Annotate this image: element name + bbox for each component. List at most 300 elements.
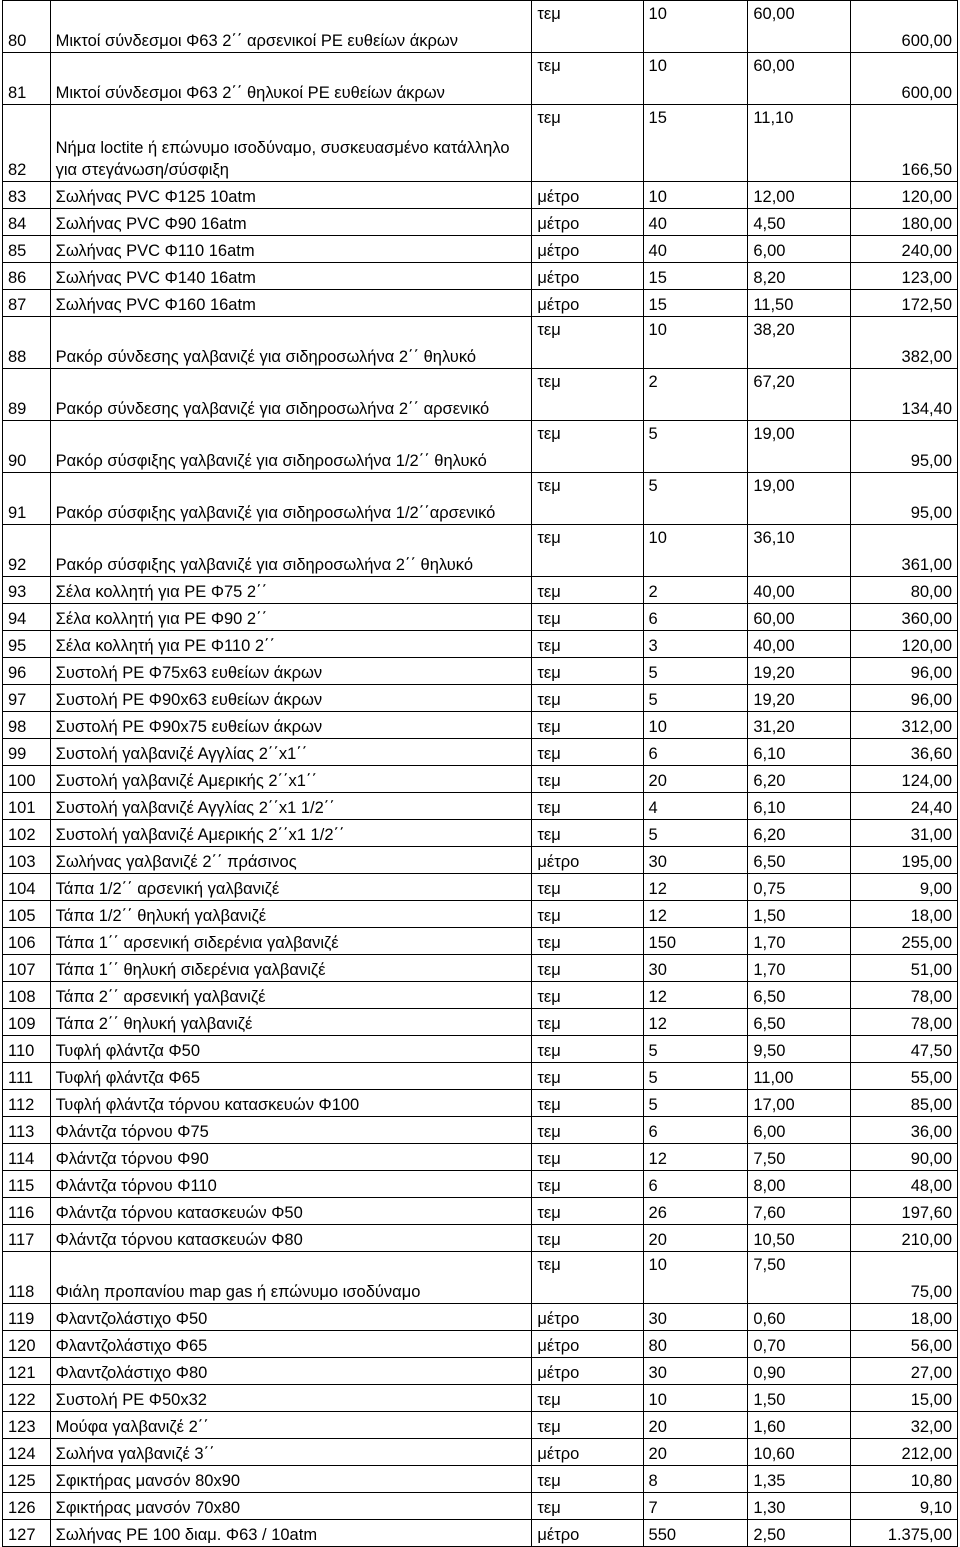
item-unit-cell: τεμ bbox=[532, 1117, 643, 1144]
table-row bbox=[3, 105, 958, 182]
item-unit-price-cell: 6,00 bbox=[748, 236, 851, 263]
item-unit-price-cell: 1,70 bbox=[748, 928, 851, 955]
item-number-cell: 87 bbox=[3, 290, 51, 317]
item-quantity-cell: 5 bbox=[643, 658, 748, 685]
item-quantity-cell: 30 bbox=[643, 955, 748, 982]
item-unit-price-cell: 0,90 bbox=[748, 1358, 851, 1385]
item-number-cell: 80 bbox=[3, 1, 51, 53]
item-unit-cell: τεμ bbox=[532, 739, 643, 766]
item-unit-price-cell: 7,50 bbox=[748, 1252, 851, 1304]
item-quantity-cell: 30 bbox=[643, 847, 748, 874]
table-row bbox=[3, 901, 958, 928]
item-description-cell: Φλάντζα τόρνου Φ90 bbox=[50, 1144, 532, 1171]
item-unit-cell: μέτρο bbox=[532, 847, 643, 874]
table-row bbox=[3, 421, 958, 473]
item-total-cell: 18,00 bbox=[851, 1304, 958, 1331]
item-unit-cell: μέτρο bbox=[532, 263, 643, 290]
table-row bbox=[3, 317, 958, 369]
item-description-cell: Σωλήνας PVC Φ110 16atm bbox=[50, 236, 532, 263]
item-unit-price-cell: 19,20 bbox=[748, 685, 851, 712]
item-number-cell: 105 bbox=[3, 901, 51, 928]
item-quantity-cell: 4 bbox=[643, 793, 748, 820]
item-quantity-cell: 15 bbox=[643, 105, 748, 182]
item-total-cell: 18,00 bbox=[851, 901, 958, 928]
item-total-cell: 240,00 bbox=[851, 236, 958, 263]
item-description-cell: Φλάντζα τόρνου κατασκευών Φ50 bbox=[50, 1198, 532, 1225]
item-unit-price-cell: 0,60 bbox=[748, 1304, 851, 1331]
item-description-cell: Σέλα κολλητή για ΡΕ Φ75 2΄΄ bbox=[50, 577, 532, 604]
item-total-cell: 9,00 bbox=[851, 874, 958, 901]
table-row bbox=[3, 847, 958, 874]
item-unit-cell: τεμ bbox=[532, 793, 643, 820]
table-row bbox=[3, 1252, 958, 1304]
item-total-cell: 27,00 bbox=[851, 1358, 958, 1385]
item-quantity-cell: 5 bbox=[643, 1036, 748, 1063]
item-description-cell: Φιάλη προπανίου map gas ή επώνυμο ισοδύναμο bbox=[50, 1252, 532, 1304]
item-quantity-cell: 10 bbox=[643, 712, 748, 739]
item-number-cell: 95 bbox=[3, 631, 51, 658]
item-quantity-cell: 10 bbox=[643, 182, 748, 209]
item-unit-cell: τεμ bbox=[532, 820, 643, 847]
item-description-cell: Τάπα 1΄΄ θηλυκή σιδερένια γαλβανιζέ bbox=[50, 955, 532, 982]
item-unit-cell: τεμ bbox=[532, 604, 643, 631]
item-number-cell: 115 bbox=[3, 1171, 51, 1198]
item-description-cell: Φλαντζολάστιχο Φ65 bbox=[50, 1331, 532, 1358]
item-total-cell: 78,00 bbox=[851, 982, 958, 1009]
item-description-cell: Συστολή γαλβανιζέ Αμερικής 2΄΄x1 1/2΄΄ bbox=[50, 820, 532, 847]
item-description-cell: Μούφα γαλβανιζέ 2΄΄ bbox=[50, 1412, 532, 1439]
item-number-cell: 116 bbox=[3, 1198, 51, 1225]
item-description-cell: Φλαντζολάστιχο Φ80 bbox=[50, 1358, 532, 1385]
item-total-cell: 55,00 bbox=[851, 1063, 958, 1090]
table-row bbox=[3, 604, 958, 631]
table-row bbox=[3, 820, 958, 847]
item-unit-cell: τεμ bbox=[532, 1036, 643, 1063]
item-total-cell: 134,40 bbox=[851, 369, 958, 421]
item-unit-price-cell: 1,70 bbox=[748, 955, 851, 982]
item-unit-price-cell: 40,00 bbox=[748, 631, 851, 658]
item-description-cell: Ρακόρ σύσφιξης γαλβανιζέ για σιδηροσωλήνα 2΄΄ θηλυκό bbox=[50, 525, 532, 577]
table-row bbox=[3, 1412, 958, 1439]
item-quantity-cell: 10 bbox=[643, 1252, 748, 1304]
item-total-cell: 32,00 bbox=[851, 1412, 958, 1439]
item-unit-price-cell: 9,50 bbox=[748, 1036, 851, 1063]
item-description-cell: Σωλήνας ΡΕ 100 διαμ. Φ63 / 10atm bbox=[50, 1520, 532, 1547]
item-unit-cell: μέτρο bbox=[532, 1439, 643, 1466]
item-quantity-cell: 26 bbox=[643, 1198, 748, 1225]
item-total-cell: 96,00 bbox=[851, 685, 958, 712]
item-unit-price-cell: 6,10 bbox=[748, 739, 851, 766]
table-row bbox=[3, 182, 958, 209]
item-unit-price-cell: 8,00 bbox=[748, 1171, 851, 1198]
item-unit-price-cell: 4,50 bbox=[748, 209, 851, 236]
item-total-cell: 47,50 bbox=[851, 1036, 958, 1063]
item-unit-cell: τεμ bbox=[532, 955, 643, 982]
item-number-cell: 91 bbox=[3, 473, 51, 525]
item-unit-price-cell: 7,50 bbox=[748, 1144, 851, 1171]
item-quantity-cell: 5 bbox=[643, 1063, 748, 1090]
item-quantity-cell: 12 bbox=[643, 901, 748, 928]
item-unit-price-cell: 0,70 bbox=[748, 1331, 851, 1358]
item-total-cell: 78,00 bbox=[851, 1009, 958, 1036]
item-description-cell: Τάπα 1/2΄΄ θηλυκή γαλβανιζέ bbox=[50, 901, 532, 928]
item-quantity-cell: 40 bbox=[643, 236, 748, 263]
item-quantity-cell: 12 bbox=[643, 982, 748, 1009]
item-description-cell: Σωλήνας PVC Φ90 16atm bbox=[50, 209, 532, 236]
item-unit-cell: τεμ bbox=[532, 928, 643, 955]
item-unit-price-cell: 6,50 bbox=[748, 982, 851, 1009]
item-unit-price-cell: 0,75 bbox=[748, 874, 851, 901]
item-unit-price-cell: 31,20 bbox=[748, 712, 851, 739]
item-total-cell: 10,80 bbox=[851, 1466, 958, 1493]
item-unit-cell: μέτρο bbox=[532, 182, 643, 209]
item-quantity-cell: 15 bbox=[643, 263, 748, 290]
table-row bbox=[3, 369, 958, 421]
table-row bbox=[3, 525, 958, 577]
item-unit-cell: μέτρο bbox=[532, 1358, 643, 1385]
item-quantity-cell: 20 bbox=[643, 1439, 748, 1466]
table-row bbox=[3, 1063, 958, 1090]
item-unit-price-cell: 6,20 bbox=[748, 820, 851, 847]
item-number-cell: 88 bbox=[3, 317, 51, 369]
item-description-cell: Φλαντζολάστιχο Φ50 bbox=[50, 1304, 532, 1331]
item-total-cell: 312,00 bbox=[851, 712, 958, 739]
item-unit-price-cell: 67,20 bbox=[748, 369, 851, 421]
item-description-cell: Σφικτήρας μανσόν 80x90 bbox=[50, 1466, 532, 1493]
item-unit-price-cell: 60,00 bbox=[748, 1, 851, 53]
item-unit-cell: τεμ bbox=[532, 1252, 643, 1304]
item-total-cell: 172,50 bbox=[851, 290, 958, 317]
item-quantity-cell: 150 bbox=[643, 928, 748, 955]
item-quantity-cell: 12 bbox=[643, 874, 748, 901]
table-row bbox=[3, 236, 958, 263]
item-total-cell: 600,00 bbox=[851, 1, 958, 53]
item-description-cell: Φλάντζα τόρνου Φ110 bbox=[50, 1171, 532, 1198]
item-description-cell: Τάπα 2΄΄ θηλυκή γαλβανιζέ bbox=[50, 1009, 532, 1036]
item-description-cell: Σωλήνας PVC Φ140 16atm bbox=[50, 263, 532, 290]
table-row bbox=[3, 473, 958, 525]
item-unit-price-cell: 11,50 bbox=[748, 290, 851, 317]
item-total-cell: 212,00 bbox=[851, 1439, 958, 1466]
item-unit-cell: τεμ bbox=[532, 1412, 643, 1439]
item-quantity-cell: 80 bbox=[643, 1331, 748, 1358]
item-quantity-cell: 12 bbox=[643, 1009, 748, 1036]
item-number-cell: 104 bbox=[3, 874, 51, 901]
item-unit-cell: μέτρο bbox=[532, 1331, 643, 1358]
item-number-cell: 81 bbox=[3, 53, 51, 105]
item-quantity-cell: 20 bbox=[643, 1412, 748, 1439]
item-unit-price-cell: 60,00 bbox=[748, 53, 851, 105]
item-unit-price-cell: 19,00 bbox=[748, 421, 851, 473]
table-row bbox=[3, 1304, 958, 1331]
item-description-cell: Μικτοί σύνδεσμοι Φ63 2΄΄ θηλυκοί ΡΕ ευθείων άκρων bbox=[50, 53, 532, 105]
item-number-cell: 97 bbox=[3, 685, 51, 712]
item-unit-cell: τεμ bbox=[532, 631, 643, 658]
item-number-cell: 122 bbox=[3, 1385, 51, 1412]
item-number-cell: 118 bbox=[3, 1252, 51, 1304]
item-description-cell: Τάπα 1΄΄ αρσενική σιδερένια γαλβανιζέ bbox=[50, 928, 532, 955]
item-number-cell: 121 bbox=[3, 1358, 51, 1385]
item-description-cell: Σωλήνα γαλβανιζέ 3΄΄ bbox=[50, 1439, 532, 1466]
item-quantity-cell: 20 bbox=[643, 766, 748, 793]
item-description-cell: Σέλα κολλητή για ΡΕ Φ110 2΄΄ bbox=[50, 631, 532, 658]
item-quantity-cell: 6 bbox=[643, 604, 748, 631]
item-unit-price-cell: 6,20 bbox=[748, 766, 851, 793]
item-number-cell: 89 bbox=[3, 369, 51, 421]
item-unit-cell: μέτρο bbox=[532, 290, 643, 317]
item-quantity-cell: 550 bbox=[643, 1520, 748, 1547]
item-total-cell: 360,00 bbox=[851, 604, 958, 631]
item-description-cell: Συστολή γαλβανιζέ Αμερικής 2΄΄x1΄΄ bbox=[50, 766, 532, 793]
item-description-cell: Ρακόρ σύνδεσης γαλβανιζέ για σιδηροσωλήνα 2΄΄ θηλυκό bbox=[50, 317, 532, 369]
table-row bbox=[3, 1439, 958, 1466]
item-unit-cell: τεμ bbox=[532, 577, 643, 604]
item-unit-cell: μέτρο bbox=[532, 209, 643, 236]
item-number-cell: 102 bbox=[3, 820, 51, 847]
item-description-cell: Τάπα 1/2΄΄ αρσενική γαλβανιζέ bbox=[50, 874, 532, 901]
item-unit-cell: τεμ bbox=[532, 982, 643, 1009]
table-row bbox=[3, 658, 958, 685]
item-unit-cell: τεμ bbox=[532, 1090, 643, 1117]
item-number-cell: 99 bbox=[3, 739, 51, 766]
item-total-cell: 75,00 bbox=[851, 1252, 958, 1304]
table-row bbox=[3, 1385, 958, 1412]
item-unit-price-cell: 11,00 bbox=[748, 1063, 851, 1090]
table-row bbox=[3, 1036, 958, 1063]
item-description-cell: Ρακόρ σύνδεσης γαλβανιζέ για σιδηροσωλήνα 2΄΄ αρσενικό bbox=[50, 369, 532, 421]
item-total-cell: 123,00 bbox=[851, 263, 958, 290]
item-quantity-cell: 6 bbox=[643, 739, 748, 766]
item-description-cell: Τυφλή φλάντζα Φ65 bbox=[50, 1063, 532, 1090]
item-total-cell: 51,00 bbox=[851, 955, 958, 982]
item-total-cell: 95,00 bbox=[851, 473, 958, 525]
item-unit-cell: τεμ bbox=[532, 1009, 643, 1036]
item-quantity-cell: 15 bbox=[643, 290, 748, 317]
table-row bbox=[3, 53, 958, 105]
item-number-cell: 86 bbox=[3, 263, 51, 290]
item-quantity-cell: 5 bbox=[643, 473, 748, 525]
table-row bbox=[3, 290, 958, 317]
item-description-cell: Μικτοί σύνδεσμοι Φ63 2΄΄ αρσενικοί ΡΕ ευθείων άκρων bbox=[50, 1, 532, 53]
item-unit-price-cell: 6,10 bbox=[748, 793, 851, 820]
item-total-cell: 600,00 bbox=[851, 53, 958, 105]
item-total-cell: 95,00 bbox=[851, 421, 958, 473]
item-unit-price-cell: 10,60 bbox=[748, 1439, 851, 1466]
table-row bbox=[3, 874, 958, 901]
item-unit-cell: τεμ bbox=[532, 105, 643, 182]
item-quantity-cell: 10 bbox=[643, 1385, 748, 1412]
item-unit-price-cell: 1,30 bbox=[748, 1493, 851, 1520]
item-quantity-cell: 30 bbox=[643, 1358, 748, 1385]
item-number-cell: 93 bbox=[3, 577, 51, 604]
table-row bbox=[3, 1225, 958, 1252]
item-unit-cell: τεμ bbox=[532, 712, 643, 739]
item-quantity-cell: 12 bbox=[643, 1144, 748, 1171]
item-total-cell: 80,00 bbox=[851, 577, 958, 604]
item-number-cell: 117 bbox=[3, 1225, 51, 1252]
item-quantity-cell: 10 bbox=[643, 317, 748, 369]
item-total-cell: 36,00 bbox=[851, 1117, 958, 1144]
table-row bbox=[3, 1117, 958, 1144]
item-unit-price-cell: 19,20 bbox=[748, 658, 851, 685]
table-row bbox=[3, 1358, 958, 1385]
item-number-cell: 98 bbox=[3, 712, 51, 739]
table-row bbox=[3, 631, 958, 658]
item-unit-cell: τεμ bbox=[532, 1385, 643, 1412]
item-quantity-cell: 6 bbox=[643, 1117, 748, 1144]
item-unit-price-cell: 36,10 bbox=[748, 525, 851, 577]
item-quantity-cell: 8 bbox=[643, 1466, 748, 1493]
item-total-cell: 36,60 bbox=[851, 739, 958, 766]
item-total-cell: 210,00 bbox=[851, 1225, 958, 1252]
item-unit-cell: τεμ bbox=[532, 317, 643, 369]
item-total-cell: 90,00 bbox=[851, 1144, 958, 1171]
item-number-cell: 90 bbox=[3, 421, 51, 473]
item-quantity-cell: 20 bbox=[643, 1225, 748, 1252]
item-description-cell: Σωλήνας γαλβανιζέ 2΄΄ πράσινος bbox=[50, 847, 532, 874]
item-total-cell: 120,00 bbox=[851, 631, 958, 658]
table-row bbox=[3, 982, 958, 1009]
item-quantity-cell: 2 bbox=[643, 577, 748, 604]
item-number-cell: 112 bbox=[3, 1090, 51, 1117]
table-row bbox=[3, 1493, 958, 1520]
table-row bbox=[3, 928, 958, 955]
item-total-cell: 56,00 bbox=[851, 1331, 958, 1358]
item-unit-cell: τεμ bbox=[532, 473, 643, 525]
item-total-cell: 96,00 bbox=[851, 658, 958, 685]
table-row bbox=[3, 1466, 958, 1493]
item-total-cell: 1.375,00 bbox=[851, 1520, 958, 1547]
item-number-cell: 92 bbox=[3, 525, 51, 577]
item-unit-cell: μέτρο bbox=[532, 1520, 643, 1547]
item-total-cell: 361,00 bbox=[851, 525, 958, 577]
item-unit-cell: τεμ bbox=[532, 1144, 643, 1171]
item-unit-price-cell: 19,00 bbox=[748, 473, 851, 525]
item-unit-price-cell: 1,60 bbox=[748, 1412, 851, 1439]
item-description-cell: Συστολή ΡΕ Φ90x63 ευθείων άκρων bbox=[50, 685, 532, 712]
item-description-cell: Συστολή ΡΕ Φ75x63 ευθείων άκρων bbox=[50, 658, 532, 685]
item-unit-price-cell: 1,50 bbox=[748, 901, 851, 928]
item-unit-cell: μέτρο bbox=[532, 1304, 643, 1331]
item-total-cell: 120,00 bbox=[851, 182, 958, 209]
item-unit-price-cell: 40,00 bbox=[748, 577, 851, 604]
item-number-cell: 124 bbox=[3, 1439, 51, 1466]
table-row bbox=[3, 793, 958, 820]
item-number-cell: 114 bbox=[3, 1144, 51, 1171]
price-table bbox=[2, 0, 958, 1547]
item-total-cell: 15,00 bbox=[851, 1385, 958, 1412]
item-unit-cell: τεμ bbox=[532, 1171, 643, 1198]
item-unit-cell: τεμ bbox=[532, 1063, 643, 1090]
item-quantity-cell: 5 bbox=[643, 820, 748, 847]
item-unit-cell: τεμ bbox=[532, 53, 643, 105]
price-table-body bbox=[3, 1, 958, 1547]
item-number-cell: 84 bbox=[3, 209, 51, 236]
item-number-cell: 101 bbox=[3, 793, 51, 820]
item-quantity-cell: 5 bbox=[643, 1090, 748, 1117]
item-number-cell: 103 bbox=[3, 847, 51, 874]
item-unit-price-cell: 1,50 bbox=[748, 1385, 851, 1412]
item-description-cell: Σωλήνας PVC Φ125 10atm bbox=[50, 182, 532, 209]
item-unit-cell: τεμ bbox=[532, 369, 643, 421]
item-unit-price-cell: 8,20 bbox=[748, 263, 851, 290]
item-number-cell: 109 bbox=[3, 1009, 51, 1036]
item-total-cell: 31,00 bbox=[851, 820, 958, 847]
item-number-cell: 85 bbox=[3, 236, 51, 263]
item-total-cell: 166,50 bbox=[851, 105, 958, 182]
item-unit-price-cell: 6,50 bbox=[748, 847, 851, 874]
item-number-cell: 119 bbox=[3, 1304, 51, 1331]
item-number-cell: 123 bbox=[3, 1412, 51, 1439]
table-row bbox=[3, 1144, 958, 1171]
item-description-cell: Νήμα loctite ή επώνυμο ισοδύναμο, συσκευασμένο κατάλληλο για στεγάνωση/σύσφιξη bbox=[50, 105, 532, 182]
item-description-cell: Συστολή γαλβανιζέ Αγγλίας 2΄΄x1 1/2΄΄ bbox=[50, 793, 532, 820]
item-number-cell: 82 bbox=[3, 105, 51, 182]
table-row bbox=[3, 209, 958, 236]
item-unit-price-cell: 38,20 bbox=[748, 317, 851, 369]
item-total-cell: 255,00 bbox=[851, 928, 958, 955]
item-quantity-cell: 10 bbox=[643, 1, 748, 53]
item-number-cell: 106 bbox=[3, 928, 51, 955]
table-row bbox=[3, 1331, 958, 1358]
item-unit-price-cell: 6,50 bbox=[748, 1009, 851, 1036]
item-total-cell: 85,00 bbox=[851, 1090, 958, 1117]
table-row bbox=[3, 955, 958, 982]
item-total-cell: 195,00 bbox=[851, 847, 958, 874]
item-unit-cell: τεμ bbox=[532, 901, 643, 928]
item-description-cell: Συστολή γαλβανιζέ Αγγλίας 2΄΄x1΄΄ bbox=[50, 739, 532, 766]
item-number-cell: 113 bbox=[3, 1117, 51, 1144]
item-unit-cell: τεμ bbox=[532, 1198, 643, 1225]
item-number-cell: 126 bbox=[3, 1493, 51, 1520]
item-unit-cell: τεμ bbox=[532, 685, 643, 712]
item-unit-cell: τεμ bbox=[532, 1, 643, 53]
table-row bbox=[3, 1198, 958, 1225]
table-row bbox=[3, 739, 958, 766]
item-description-cell: Τάπα 2΄΄ αρσενική γαλβανιζέ bbox=[50, 982, 532, 1009]
item-quantity-cell: 7 bbox=[643, 1493, 748, 1520]
item-unit-cell: μέτρο bbox=[532, 236, 643, 263]
item-description-cell: Σφικτήρας μανσόν 70x80 bbox=[50, 1493, 532, 1520]
table-row bbox=[3, 1009, 958, 1036]
item-total-cell: 48,00 bbox=[851, 1171, 958, 1198]
item-quantity-cell: 5 bbox=[643, 685, 748, 712]
item-unit-cell: τεμ bbox=[532, 1493, 643, 1520]
item-description-cell: Ρακόρ σύσφιξης γαλβανιζέ για σιδηροσωλήνα 1/2΄΄ θηλυκό bbox=[50, 421, 532, 473]
item-description-cell: Σωλήνας PVC Φ160 16atm bbox=[50, 290, 532, 317]
table-row bbox=[3, 1171, 958, 1198]
table-row bbox=[3, 712, 958, 739]
item-unit-price-cell: 6,00 bbox=[748, 1117, 851, 1144]
item-number-cell: 107 bbox=[3, 955, 51, 982]
item-quantity-cell: 3 bbox=[643, 631, 748, 658]
item-total-cell: 180,00 bbox=[851, 209, 958, 236]
item-number-cell: 127 bbox=[3, 1520, 51, 1547]
item-unit-price-cell: 60,00 bbox=[748, 604, 851, 631]
item-description-cell: Συστολή ΡΕ Φ50x32 bbox=[50, 1385, 532, 1412]
item-number-cell: 100 bbox=[3, 766, 51, 793]
item-description-cell: Συστολή ΡΕ Φ90x75 ευθείων άκρων bbox=[50, 712, 532, 739]
table-row bbox=[3, 766, 958, 793]
item-number-cell: 94 bbox=[3, 604, 51, 631]
item-description-cell: Φλάντζα τόρνου κατασκευών Φ80 bbox=[50, 1225, 532, 1252]
table-row bbox=[3, 1, 958, 53]
item-unit-cell: τεμ bbox=[532, 1466, 643, 1493]
item-number-cell: 125 bbox=[3, 1466, 51, 1493]
item-unit-price-cell: 11,10 bbox=[748, 105, 851, 182]
item-quantity-cell: 5 bbox=[643, 421, 748, 473]
item-description-cell: Σέλα κολλητή για ΡΕ Φ90 2΄΄ bbox=[50, 604, 532, 631]
